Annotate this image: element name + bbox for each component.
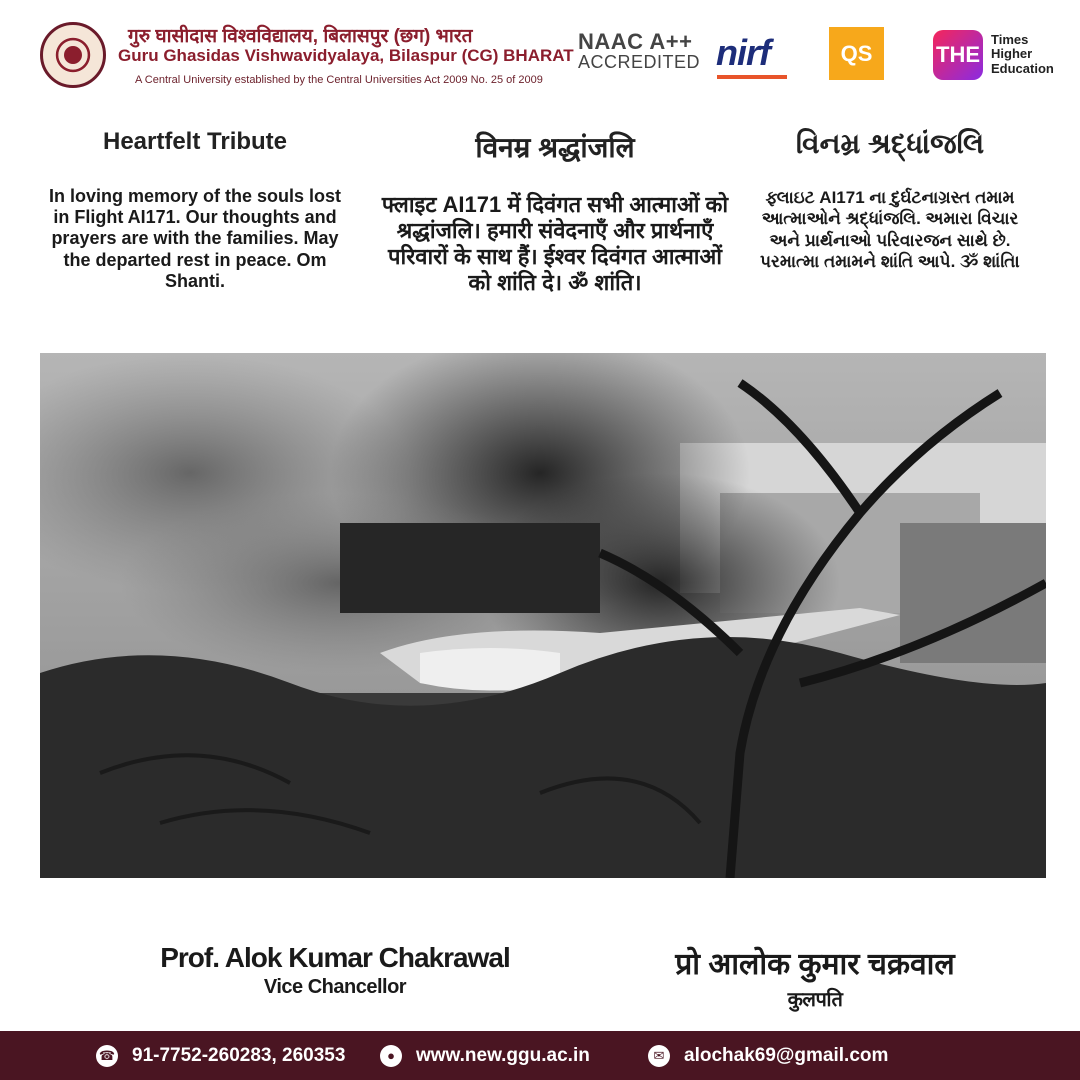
tribute-hindi-title: विनम्र श्रद्धांजलि (475, 132, 635, 163)
times-line-2: Higher (991, 46, 1033, 62)
footer-email-text: alochak69@gmail.com (684, 1044, 889, 1066)
globe-icon: ● (380, 1045, 402, 1067)
university-name-english: Guru Ghasidas Vishwavidyalaya, Bilaspur (CG) BHARAT (118, 46, 574, 65)
university-seal-logo (40, 22, 106, 88)
tribute-gujarati-body: ફ્લાઇટ AI171 ના દુર્ઘટનાગ્રસ્ત તમામ આત્માઓને શ્રદ્ધાંજલિ. અમારા વિચાર અને પ્રાર્થનાઓ પરિવારજન સાથે છે. પરમાત્મા તમામને શાંતિ આપે. ૐ શાંતિ। (760, 188, 1020, 271)
tribute-gujarati (745, 128, 1035, 272)
crash-site-photo-illustration (40, 353, 1046, 878)
signatory-role-english: Vice Chancellor (263, 976, 407, 998)
naac-badge (578, 30, 700, 72)
footer-phone-text: 91-7752-260283, 260353 (132, 1044, 346, 1066)
tribute-hindi-body: फ्लाइट AI171 में दिवंगत सभी आत्माओं को श्रद्धांजलि। हमारी संवेदनाएँ और प्रार्थनाएँ परिवारों के साथ हैं। ईश्वर दिवंगत आत्माओं को शांति दे। ॐ शांति। (381, 192, 729, 295)
signatory-role-hindi: कुलपति (787, 989, 843, 1011)
signatory-name-english: Prof. Alok Kumar Chakrawal (160, 942, 510, 973)
tribute-english (40, 128, 350, 292)
header (0, 0, 1080, 110)
tribute-gujarati-title: વિનમ્ર શ્રદ્ધાંજલિ (795, 128, 985, 159)
naac-grade: NAAC A++ (578, 29, 693, 54)
tribute-english-body: In loving memory of the souls lost in Flight AI171. Our thoughts and prayers are with the families. May the departed rest in peace. Om Shanti. (48, 186, 342, 291)
naac-accredited: ACCREDITED (578, 52, 701, 73)
times-line-3: Education (991, 60, 1054, 76)
phone-icon: ☎ (96, 1045, 118, 1067)
university-name-hindi: गुरु घासीदास विश्वविद्यालय, बिलासपुर (छग) भारत (128, 26, 473, 47)
crash-site-photo (40, 353, 1046, 878)
tribute-english-title: Heartfelt Tribute (102, 128, 288, 155)
signature-english (150, 942, 520, 999)
times-higher-education-label (991, 33, 1054, 76)
mail-icon: ✉ (648, 1045, 670, 1067)
qs-logo: QS (829, 27, 884, 80)
footer-website-text: www.new.ggu.ac.in (416, 1044, 590, 1066)
footer (0, 1031, 1080, 1080)
signature-hindi (630, 942, 1000, 1012)
nirf-logo: nirf (716, 32, 770, 73)
tribute-hindi (380, 128, 730, 296)
footer-phone[interactable] (96, 1031, 345, 1080)
the-logo: THE (933, 30, 983, 80)
nirf-logo-underline (717, 75, 787, 79)
times-line-1: Times (991, 32, 1029, 47)
footer-email[interactable] (648, 1031, 888, 1080)
footer-website[interactable] (380, 1031, 590, 1080)
signatory-name-hindi: प्रो आलोक कुमार चक्रवाल (675, 948, 955, 981)
university-subtitle: A Central University established by the Central Universities Act 2009 No. 25 of 2009 (135, 74, 543, 86)
